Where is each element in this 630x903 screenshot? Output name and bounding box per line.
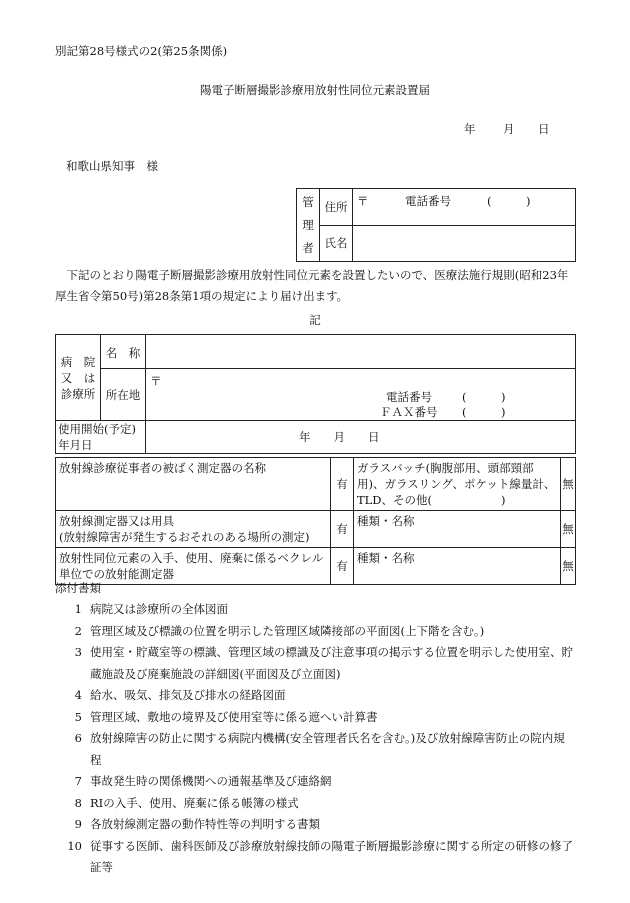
attachment-number: 4 — [74, 688, 82, 702]
attachment-item — [55, 728, 575, 771]
attachment-text: RIの入手、使用、廃棄に係る帳簿の様式 — [90, 795, 299, 810]
date-year: 年 — [464, 122, 476, 136]
attachment-item — [55, 707, 575, 729]
equipment-row — [56, 458, 576, 511]
equipment-yes[interactable]: 有 — [331, 458, 354, 511]
start-date-field[interactable]: 年 月 日 — [146, 421, 576, 454]
facility-postal-mark: 〒 — [150, 374, 162, 388]
attachment-text: 各放射線測定器の動作特性等の判明する書類 — [90, 817, 320, 831]
form-reference: 別記第28号様式の2(第25条関係) — [55, 44, 228, 58]
address-field[interactable] — [353, 189, 576, 226]
facility-table — [55, 334, 576, 454]
administrator-name-field[interactable] — [353, 225, 576, 262]
equipment-table — [55, 457, 576, 585]
attachment-number: 8 — [74, 795, 82, 810]
attachments-title: 添付書類 — [55, 581, 101, 595]
attachment-number: 6 — [74, 731, 82, 745]
name-label: 氏名 — [320, 225, 353, 262]
administrator-label-char: 者 — [302, 240, 314, 255]
administrator-label-char: 管 — [302, 195, 314, 210]
attachment-number: 7 — [74, 774, 82, 788]
attachments-list — [55, 599, 575, 879]
facility-phone-label: 電話番号 — [386, 390, 432, 404]
attachment-text: 給水、吸気、排気及び排水の経路図面 — [90, 688, 286, 702]
facility-label-line: 診療所 — [60, 386, 96, 401]
attachment-text: 使用室・貯蔵室等の標識、管理区域の標識及び注意事項の掲示する位置を明示した使用室、貯蔵施設及び廃棄施設の詳細図(平面図及び立面図) — [90, 645, 573, 681]
attachment-number: 1 — [74, 602, 82, 616]
administrator-table — [296, 188, 576, 262]
attachment-item — [55, 771, 575, 793]
facility-label-line: 又 は — [60, 370, 96, 385]
equipment-no[interactable]: 無 — [561, 458, 576, 511]
attachment-number: 2 — [74, 623, 82, 638]
equipment-no[interactable]: 無 — [561, 548, 576, 585]
attachment-number: 10 — [67, 838, 82, 853]
addressee: 和歌山県知事 様 — [66, 159, 158, 173]
attachment-number: 9 — [74, 817, 82, 831]
equipment-no[interactable]: 無 — [561, 511, 576, 548]
equipment-row — [56, 511, 576, 548]
attachment-text: 放射線障害の防止に関する病院内機構(安全管理者氏名を含む。)及び放射線障害防止の院内規程 — [90, 731, 565, 767]
equipment-detail: 種類・名称 — [354, 511, 561, 548]
attachment-text: 管理区域、敷地の境界及び使用室等に係る遮へい計算書 — [90, 709, 378, 724]
facility-label-cell — [56, 335, 101, 421]
equipment-detail: ガラスバッチ(胸腹部用、頭部頸部用)、ガラスリング、ポケット線量計、TLD、その他( ) — [354, 458, 561, 511]
admin-phone-label: 電話番号 — [405, 194, 451, 208]
location-field[interactable] — [146, 369, 576, 421]
ki-label: 記 — [309, 313, 321, 327]
attachment-item — [55, 642, 575, 685]
facility-label-line: 病 院 — [60, 354, 96, 369]
attachment-number: 3 — [74, 645, 82, 659]
attachment-number: 5 — [74, 709, 82, 724]
address-label: 住所 — [320, 189, 353, 226]
postal-mark: 〒 — [357, 194, 369, 208]
administrator-label-cell — [297, 189, 320, 262]
location-label: 所在地 — [101, 369, 146, 421]
attachment-item — [55, 685, 575, 707]
intro-paragraph: 下記のとおり陽電子断層撮影診療用放射性同位元素を設置したいので、医療法施行規則(昭和23年厚生省令第50号)第28条第1項の規定により届け出ます。 — [55, 268, 569, 303]
facility-name-label: 名 称 — [101, 335, 146, 369]
attachment-text: 事故発生時の関係機関への通報基準及び連絡網 — [90, 774, 332, 788]
attachment-text: 従事する医師、歯科医師及び診療放射線技師の陽電子断層撮影診療に関する所定の研修の修了証等 — [90, 838, 573, 874]
facility-name-field[interactable] — [146, 335, 576, 369]
facility-fax-label: ＦＡＸ番号 — [380, 405, 438, 419]
facility-fax-paren: ( ) — [462, 405, 506, 419]
administrator-label-char: 理 — [302, 217, 314, 232]
document-title: 陽電子断層撮影診療用放射性同位元素設置届 — [200, 83, 430, 97]
start-date-label: 使用開始(予定)年月日 — [56, 421, 146, 454]
attachment-item — [55, 836, 575, 879]
facility-phone-paren: ( ) — [462, 390, 506, 404]
attachment-text: 管理区域及び標識の位置を明示した管理区域隣接部の平面図(上下階を含む。) — [90, 623, 485, 638]
admin-phone-paren: ( ) — [487, 194, 531, 208]
equipment-label: 放射性同位元素の入手、使用、廃棄に係るベクレル単位での放射能測定器 — [56, 548, 331, 585]
attachment-item — [55, 599, 575, 621]
equipment-label: 放射線測定器又は用具 (放射線障害が発生するおそれのある場所の測定) — [56, 511, 331, 548]
equipment-yes[interactable]: 有 — [331, 511, 354, 548]
attachment-item — [55, 814, 575, 836]
equipment-row — [56, 548, 576, 585]
equipment-detail: 種類・名称 — [354, 548, 561, 585]
date-day: 日 — [538, 122, 550, 136]
date-month: 月 — [503, 122, 515, 136]
equipment-label: 放射線診療従事者の被ばく測定器の名称 — [56, 458, 331, 511]
equipment-yes[interactable]: 有 — [331, 548, 354, 585]
attachment-text: 病院又は診療所の全体図面 — [90, 602, 228, 616]
attachment-item — [55, 621, 575, 643]
attachment-item — [55, 793, 575, 815]
